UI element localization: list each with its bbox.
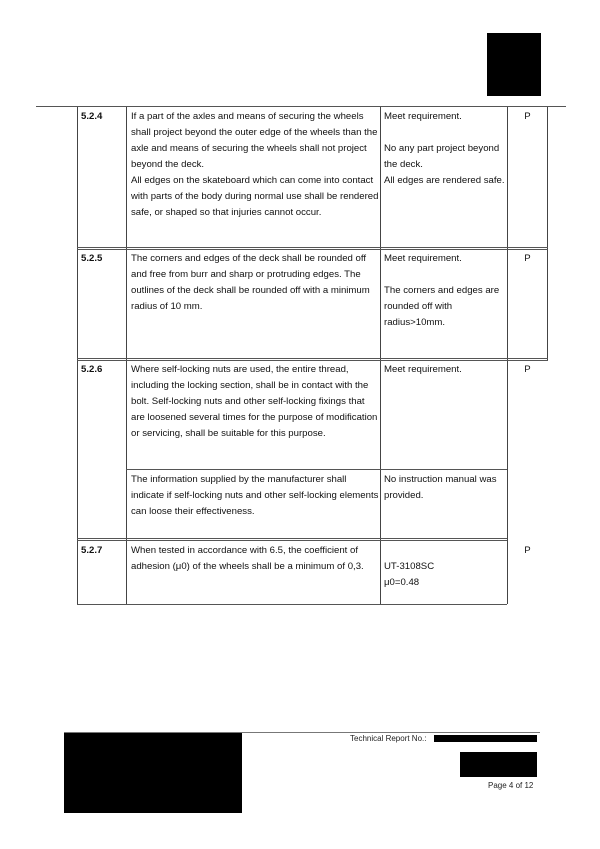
footer-right-redaction (460, 752, 537, 777)
sub-requirement-text: The information supplied by the manufacturer shall indicate if self-locking nuts and other self-locking elements can loose their effectiveness. (131, 474, 379, 517)
row-separator (77, 540, 507, 541)
page-number: Page 4 of 12 (488, 781, 534, 790)
sub-row-separator (126, 469, 507, 470)
result-text: UT-3108SC μ0=0.48 (384, 561, 435, 588)
row-separator (77, 538, 507, 539)
footer-left-redaction (64, 733, 242, 813)
requirement-text: The corners and edges of the deck shall be rounded off and free from burr and sharp or protruding edges. The outlines of the deck shall be rounded off with a minimum radius of 10 mm. (131, 253, 370, 312)
row-separator (77, 360, 548, 361)
row-separator (77, 247, 548, 248)
result-text: Meet requirement. The corners and edges are rounded off with radius>10mm. (384, 253, 500, 328)
requirement-text: When tested in accordance with 6.5, the coefficient of adhesion (μ0) of the wheels shall be a minimum of 0,3. (131, 545, 364, 572)
sub-result-text: No instruction manual was provided. (384, 474, 497, 501)
verdict-badge: P (524, 364, 531, 375)
table-divider-result (507, 107, 508, 604)
report-number-redaction (434, 735, 537, 742)
verdict-badge: P (524, 545, 531, 556)
row-separator (77, 358, 548, 359)
requirement-text: If a part of the axles and means of securing the wheels shall project beyond the outer edge of the wheels than the axle and means of securing the wheels shall not project beyond the deck. All edges on the skateboard which can come into contact with parts of the body during normal use shall be rendered safe, or shaped so that injuries cannot occur. (131, 111, 379, 218)
result-text: Meet requirement. (384, 364, 462, 375)
row-separator (77, 249, 548, 250)
requirement-text: Where self-locking nuts are used, the entire thread, including the locking section, shall be in contact with the bolt. Self-locking nuts and other self-locking fixings that are loosened several times for the purpose of modification or servicing, shall be suitable for this purpose. (131, 364, 378, 439)
table-border-right (547, 107, 548, 360)
clause-number: 5.2.6 (81, 364, 103, 375)
clause-number: 5.2.7 (81, 545, 103, 556)
table-bottom (77, 604, 507, 605)
header-redaction (487, 33, 541, 96)
table-divider-clause (126, 107, 127, 604)
clause-number: 5.2.4 (81, 111, 103, 122)
verdict-badge: P (524, 111, 531, 122)
table-divider-requirement (380, 107, 381, 604)
table-border-left (77, 107, 78, 604)
verdict-badge: P (524, 253, 531, 264)
report-number-label: Technical Report No.: (350, 734, 427, 743)
header-rule (36, 106, 566, 107)
result-text: Meet requirement. No any part project beyond the deck. All edges are rendered safe. (384, 111, 505, 186)
clause-number: 5.2.5 (81, 253, 103, 264)
